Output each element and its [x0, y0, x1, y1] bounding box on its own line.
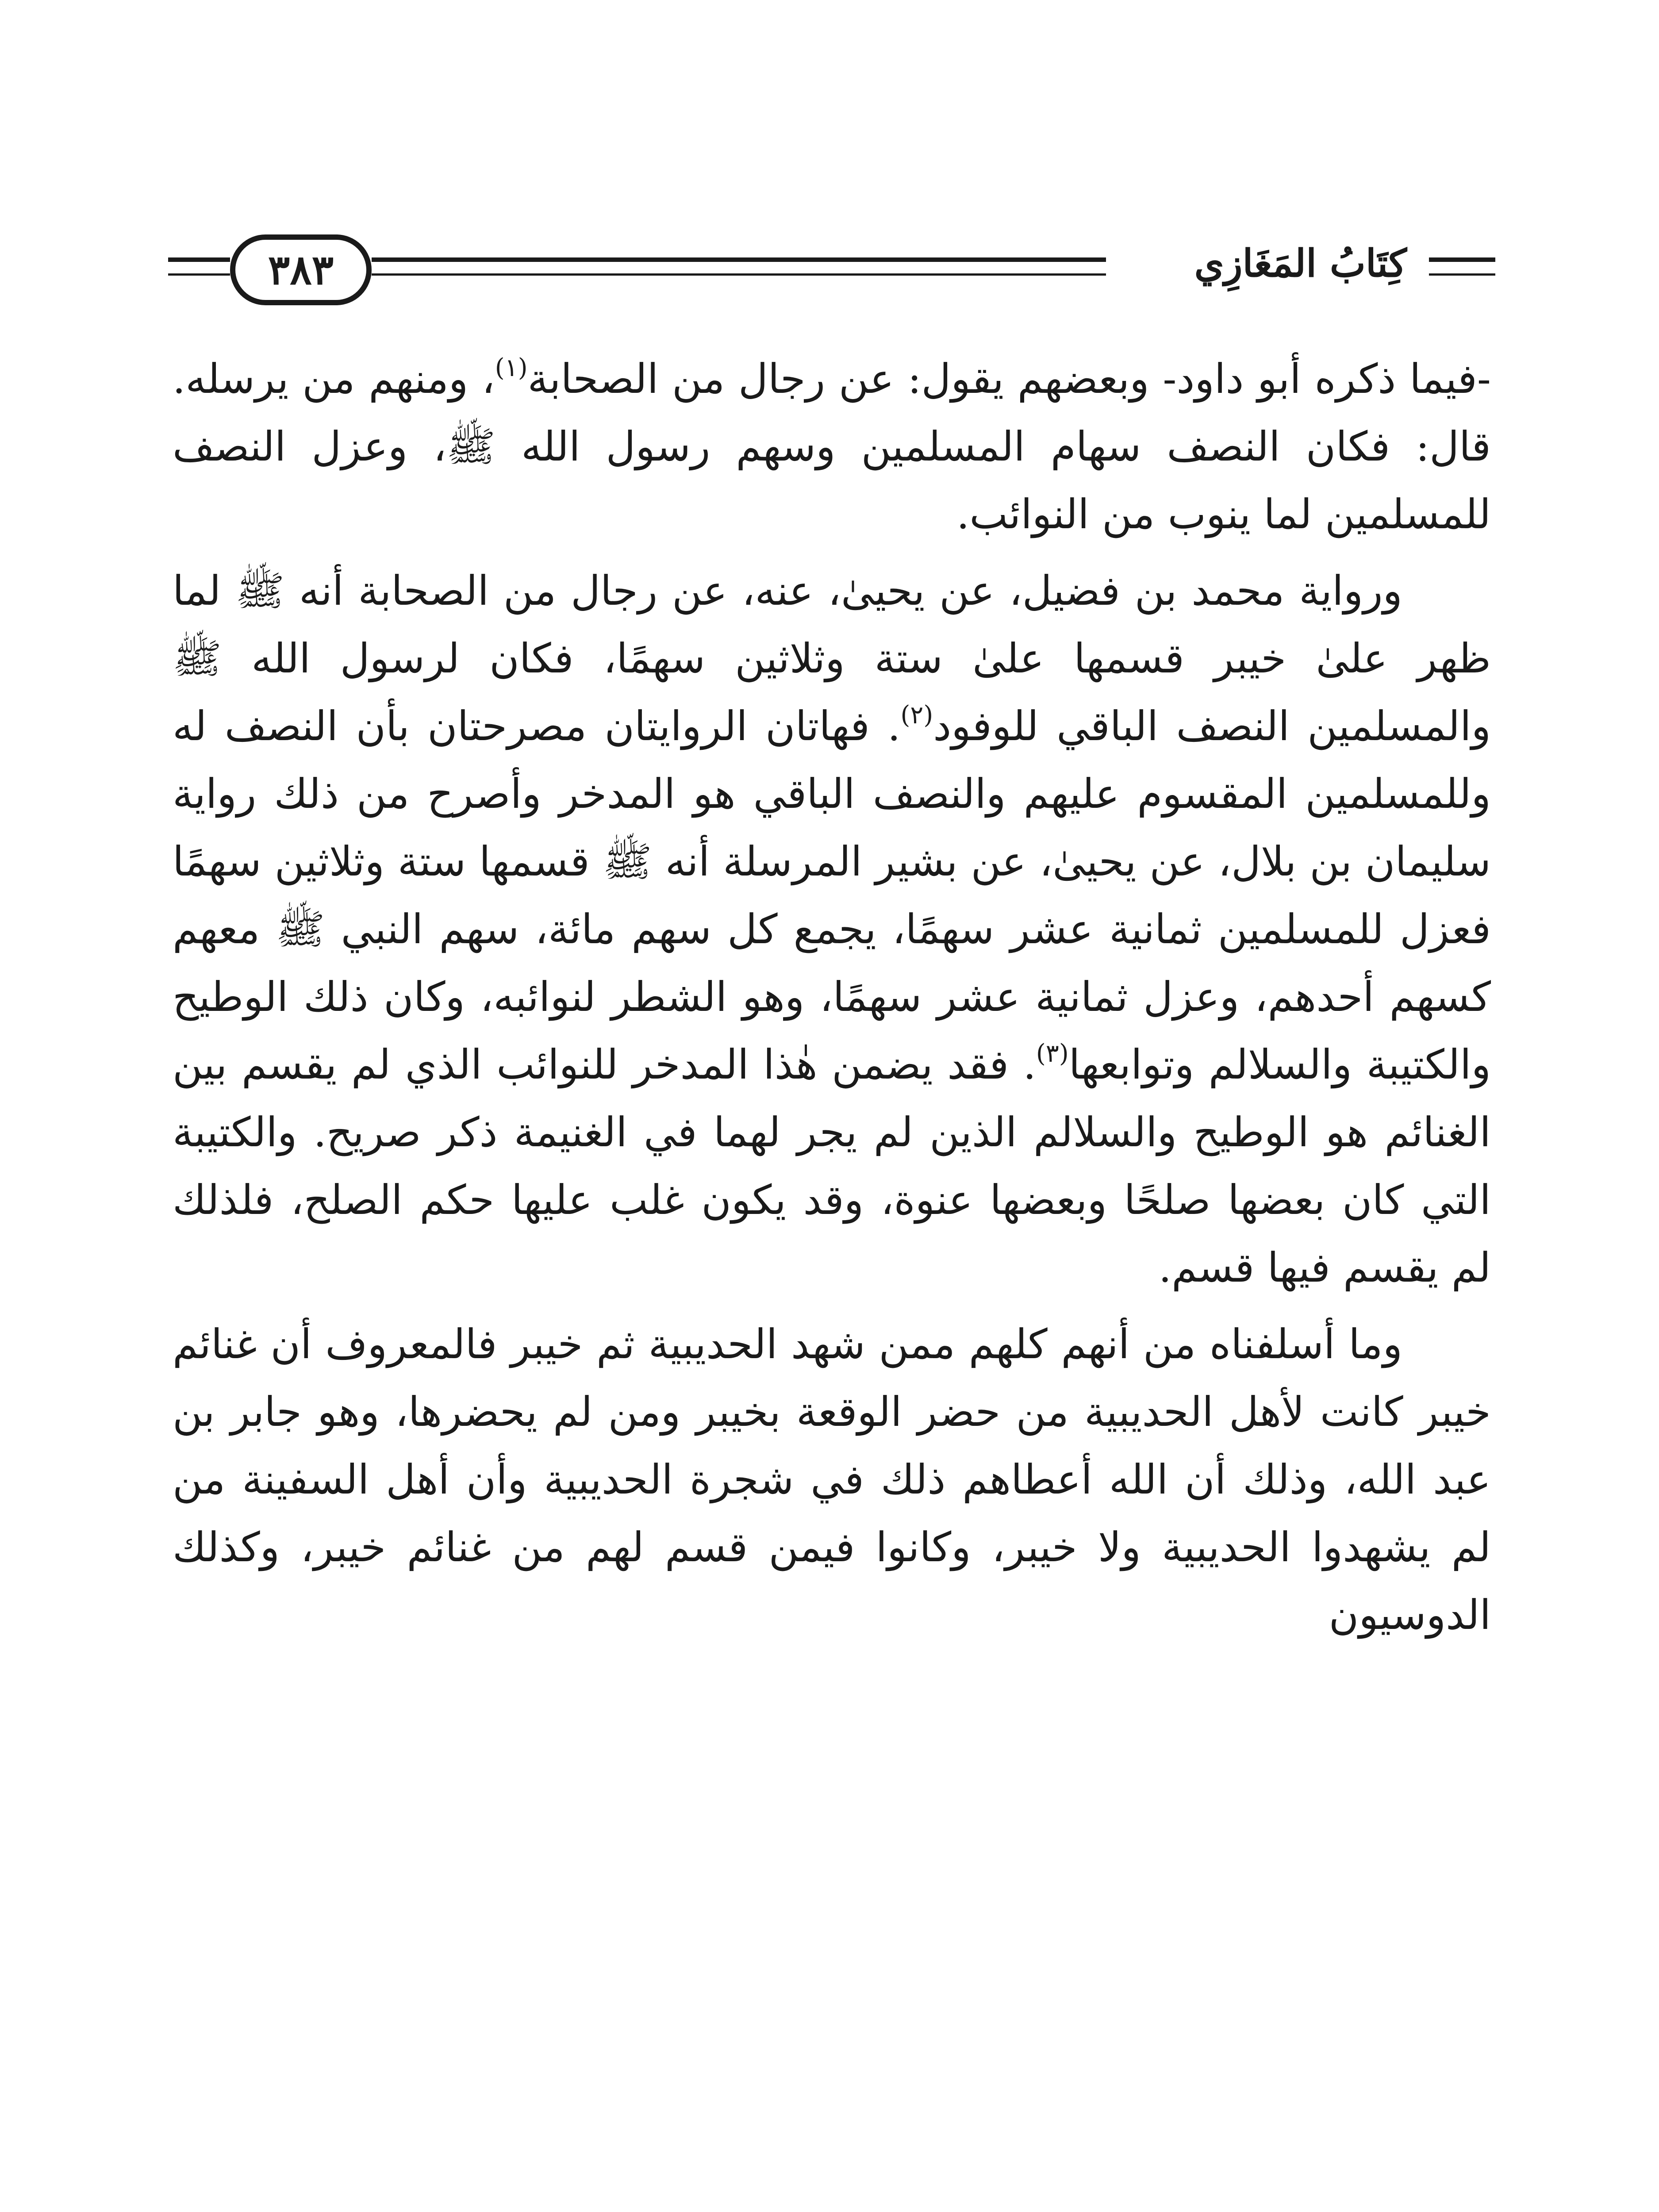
header-rule-left-top: [168, 257, 230, 262]
paragraph: [173, 557, 1491, 1302]
text-run: ، ومنهم من يرسله. قال: فكان النصف سهام المسلمين وسهم رسول الله ﷺ، وعزل النصف للمسلمين لما ينوب من النوائب.: [173, 355, 1491, 538]
header-rule-right-bottom: [1429, 273, 1495, 276]
paragraph: [173, 1310, 1491, 1649]
text-run: وما أسلفناه من أنهم كلهم ممن شهد الحديبية ثم خيبر فالمعروف أن غنائم خيبر كانت لأهل الحديبية من حضر الوقعة بخيبر ومن لم يحضرها، وهو جابر بن عبد الله، وذلك أن الله أعطاهم ذلك في شجرة الحديبية وأن أهل السفينة من لم يشهدوا الحديبية ولا خيبر، وكانوا فيمن قسم لهم من غنائم خيبر، وكذلك الدوسيون: [173, 1321, 1491, 1639]
main-text: [173, 345, 1491, 1649]
header-rule-left-bottom: [168, 273, 230, 276]
text-run: . فهاتان الروايتان مصرحتان بأن النصف له وللمسلمين المقسوم عليهم والنصف الباقي هو المدخر وأصرح من ذلك رواية سليمان بن بلال، عن يحيىٰ، عن بشير المرسلة أنه ﷺ قسمها ستة وثلاثين سهمًا فعزل للمسلمين ثمانية عشر سهمًا، يجمع كل سهم مائة، سهم النبي ﷺ معهم كسهم أحدهم، وعزل ثمانية عشر سهمًا، وهو الشطر لنوائبه، وكان ذلك الوطيح والكتيبة والسلالم وتوابعها: [173, 703, 1491, 1088]
footnote-marker: (٢): [900, 701, 933, 730]
header-rule-right-top: [1429, 257, 1495, 262]
header-rule-middle-bottom: [372, 273, 1106, 276]
text-run: -فيما ذكره أبو داود- وبعضهم يقول: عن رجال من الصحابة: [527, 355, 1491, 403]
page-header: [168, 230, 1495, 310]
book-title: كِتَابُ المَغَازِي: [1194, 241, 1407, 286]
page-number: ٣٨٣: [268, 246, 334, 294]
text-run: ورواية محمد بن فضيل، عن يحيىٰ، عنه، عن رجال من الصحابة أنه ﷺ لما ظهر علىٰ خيبر قسمها علىٰ ستة وثلاثين سهمًا، فكان لرسول الله ﷺ والمسلمين النصف الباقي للوفود: [173, 567, 1491, 750]
footnote-marker: (١): [495, 353, 528, 382]
footnote-marker: (٣): [1036, 1039, 1069, 1068]
text-run: . فقد يضمن هٰذا المدخر للنوائب الذي لم يقسم بين الغنائم هو الوطيح والسلالم الذين لم يجر لهما في الغنيمة ذكر صريح. والكتيبة التي كان بعضها صلحًا وبعضها عنوة، وقد يكون غلب عليها حكم الصلح، فلذلك لم يقسم فيها قسم.: [173, 1041, 1491, 1291]
page-number-badge: [230, 234, 372, 305]
paragraph: [173, 345, 1491, 548]
header-rule-middle-top: [372, 257, 1106, 262]
